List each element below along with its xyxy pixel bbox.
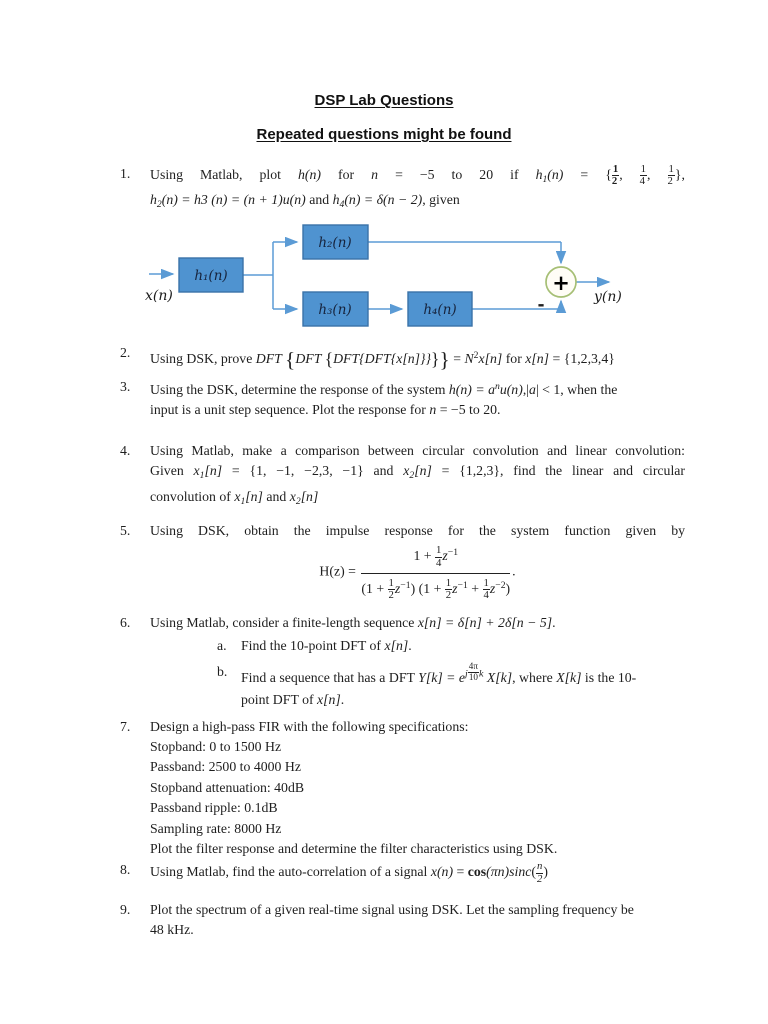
input-label: x(n): [145, 287, 173, 304]
question-8: [120, 860, 685, 885]
question-line: Plot the spectrum of a given real-time signal using DSK. Let the sampling frequency be: [150, 902, 634, 918]
question-body: [150, 377, 685, 421]
question-line: $h_2(n) = h3$ (n) = (n + 1)u(n) and $h_4(n) = \delta(n - 2)$, given: [150, 192, 460, 211]
question-3: [120, 377, 685, 421]
question-number: 3.: [120, 379, 131, 395]
spec-stopband: Stopband: 0 to 1500 Hz: [150, 738, 282, 754]
question-body: [150, 164, 685, 216]
question-9: [120, 900, 685, 941]
plus-icon: +: [552, 270, 570, 295]
h4-label: h₄(n): [423, 301, 457, 318]
question-line: Using the DSK, determine the response of the system $h(n) = a^nu(n),|a| < 1$, when the: [150, 381, 618, 398]
subitem-body: [241, 662, 685, 710]
h1-label: h₁(n): [194, 267, 228, 284]
spec-stopband-attenuation: Stopband attenuation: 40dB: [150, 779, 305, 795]
question-number: 4.: [120, 442, 131, 458]
spec-passband: Passband: 2500 to 4000 Hz: [150, 759, 301, 775]
question-number: 9.: [120, 902, 131, 918]
question-number: 6.: [120, 615, 131, 631]
question-7: [120, 717, 685, 860]
question-line: Find the 10-point DFT of x[n].: [241, 637, 412, 653]
question-body: [150, 717, 685, 860]
question-2: [120, 343, 685, 373]
question-line: Using Matlab, make a comparison between circular convolution and linear convolution:: [150, 442, 685, 458]
question-body: [150, 860, 685, 885]
question-number: 1.: [120, 166, 131, 181]
subitem-body: [241, 636, 685, 656]
question-line: Using DSK, obtain the impulse response for the system function given by: [150, 522, 685, 538]
question-number: 8.: [120, 862, 131, 878]
spec-sampling-rate: Sampling rate: 8000 Hz: [150, 820, 282, 836]
spec-passband-ripple: Passband ripple: 0.1dB: [150, 800, 278, 816]
question-body: [150, 441, 685, 512]
question-body: [150, 613, 685, 710]
page-title: DSP Lab Questions: [314, 92, 454, 109]
question-line: point DFT of x[n].: [241, 692, 345, 708]
question-line: Design a high-pass FIR with the following specifications:: [150, 718, 469, 734]
question-number: 7.: [120, 718, 131, 734]
document-header: [0, 92, 768, 143]
subitem-b: [217, 662, 685, 710]
question-number: 5.: [120, 522, 131, 538]
question-4: [120, 441, 685, 512]
question-body: [150, 521, 685, 602]
question-line: 48 kHz.: [150, 922, 194, 938]
question-line: Using Matlab, consider a finite-length sequence x[n] = δ[n] + 2δ[n − 5].: [150, 615, 556, 631]
h3-label: h₃(n): [318, 301, 352, 318]
question-1: [120, 164, 685, 216]
question-line: Given $x_1[n] = \{1$, −1, −2,3, −1} and $x_2[n] = \{1,2,3\}$, find the linear and circular: [150, 463, 685, 482]
question-number: 2.: [120, 344, 131, 360]
block-diagram-canvas: [133, 222, 668, 334]
question-line: input is a unit step sequence. Plot the response for n = −5 to 20.: [150, 402, 501, 418]
minus-sign: -: [537, 294, 545, 315]
question-line: Using Matlab, find the auto-correlation of a signal x(n) = cos(πn)sinc( $\frac{n}{2}$ ): [150, 860, 548, 885]
block-diagram: [133, 222, 685, 334]
question-line: Using Matlab, plot h(n) for n = −5 to 20 if $h_1(n)$ = { $\frac{1}{2}$ , $\frac{1}{4}$ , $\frac{1}{2}$ },: [150, 163, 685, 188]
transfer-function-formula: H(z) = 1 + $\frac{1}{4}$ $z^{-1}$ (1 + $\frac{1}{2}$ $z^{-1}$) (1 + $\frac{1}{2}$ $z^{-1}$ + $\frac{1}{4}$ $z^{-2}$) .: [319, 544, 516, 602]
subitem-label: b.: [217, 664, 228, 680]
output-label: y(n): [594, 288, 622, 305]
subitem-a: [217, 636, 685, 656]
question-body: [150, 900, 685, 941]
question-5: [120, 521, 685, 602]
h2-label: h₂(n): [318, 234, 352, 251]
subitem-label: a.: [217, 637, 227, 653]
question-6: [120, 613, 685, 710]
question-line: Using DSK, prove DFT {DFT $\{DFT\{DFT\{x[n]\}\}\}\} = N^2x[n]$ for x[n] = {1,2,3,4}: [150, 347, 615, 372]
question-body: [150, 343, 685, 373]
page-subtitle: Repeated questions might be found: [256, 126, 512, 143]
question-line: Plot the filter response and determine the filter characteristics using DSK.: [150, 840, 558, 856]
question-line: convolution of $x_1[n]$ and $x_2[n]$: [150, 488, 319, 507]
question-line: Find a sequence that has a DFT Y[k] = ej $\frac{4\pi}{10}$ k X[k], where X[k] is the 10-: [241, 661, 637, 686]
